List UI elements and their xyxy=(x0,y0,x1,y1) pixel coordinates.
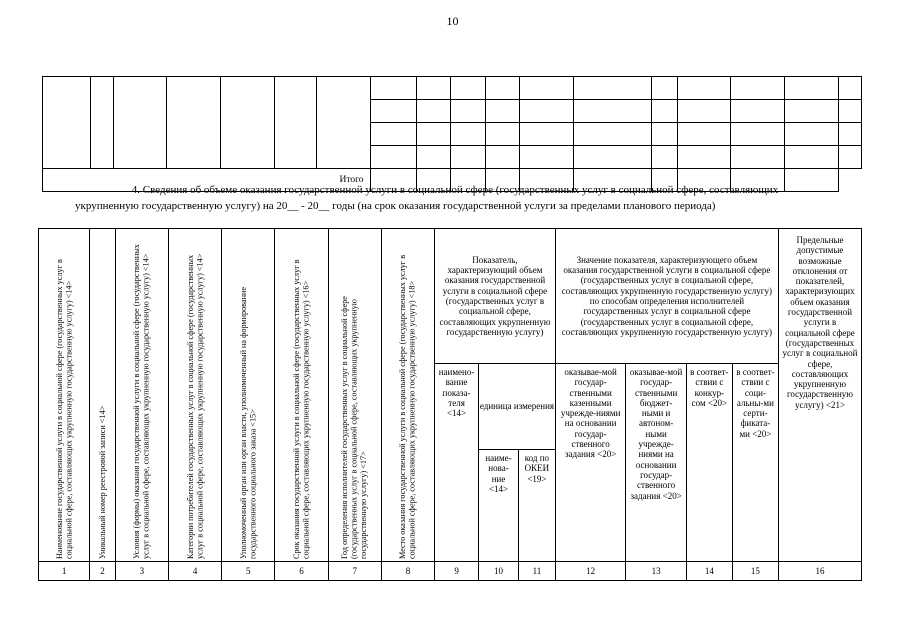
top-cell xyxy=(520,100,574,123)
column-number: 16 xyxy=(778,562,861,581)
col-header-authorized-body: Уполномоченный орган или орган власти, уполномоченный на формирование государственного социального заказа <15> xyxy=(222,229,275,562)
col-header-service-name: Наименование государственной услуги в социальной сфере (государственных услуг в социальной сфере, составляющих укрупненную государственную услугу) <14> xyxy=(39,229,90,562)
top-cell xyxy=(731,146,785,169)
top-cell xyxy=(731,77,785,100)
empty-cell xyxy=(838,169,861,192)
page-number: 10 xyxy=(446,14,459,28)
top-cell xyxy=(785,77,839,100)
col-header-budget-auto-inst: оказывае-мой государ-ственными бюджет-ными и автоном-ными учрежде-ниями на основании государ-ственного задания <20> xyxy=(626,364,686,562)
column-number: 4 xyxy=(168,562,221,581)
column-number: 5 xyxy=(222,562,275,581)
top-cell xyxy=(167,77,221,169)
top-cell xyxy=(838,100,861,123)
top-cell xyxy=(451,123,485,146)
col-header-service-term: Срок оказания государственной услуги в социальной сфере (государственных услуг в социальной сфере, составляющих укрупненную государственную услугу) <16> xyxy=(275,229,328,562)
col-header-state-gov-inst: оказывае-мой государ-ственными казенными учрежде-ниями на основании государ-ственного задания <20> xyxy=(555,364,626,562)
top-cell xyxy=(731,123,785,146)
section-title xyxy=(70,182,840,214)
top-cell xyxy=(785,123,839,146)
column-number: 15 xyxy=(732,562,778,581)
col-header-value-group: Значение показателя, характеризующего объем оказания государственной услуги в социальной сфере (государственных услуг в социальной сфере, составляющих укрупненную государственную услугу) по способам определения исполнителей государственных услуг в социальной сфере (государственных услуг в социальной сфере, составляющих укрупненную государственную услугу) xyxy=(555,229,778,364)
top-cell xyxy=(451,146,485,169)
top-cell xyxy=(485,100,519,123)
top-cell xyxy=(90,77,113,169)
top-cell xyxy=(43,77,91,169)
top-cell xyxy=(485,146,519,169)
top-cell xyxy=(651,146,677,169)
top-cell xyxy=(417,100,451,123)
top-cell xyxy=(451,77,485,100)
top-cell xyxy=(451,100,485,123)
top-cell xyxy=(677,123,731,146)
top-cell xyxy=(520,77,574,100)
col-header-registry-number: Уникальный номер реестровой записи <14> xyxy=(90,229,116,562)
top-cell xyxy=(573,123,651,146)
col-header-consumer-categories: Категории потребителей государственных услуг в социальной сфере (государственных услуг в социальной сфере, составляющих укрупненную государственную услугу) <14> xyxy=(168,229,221,562)
column-number: 3 xyxy=(115,562,168,581)
top-cell xyxy=(370,77,417,100)
column-number: 10 xyxy=(479,562,519,581)
top-cell xyxy=(113,77,167,169)
col-header-indicator-group: Показатель, характеризующий объем оказания государственной услуги в социальной сфере (государственных услуг в социальной сфере, составляющих укрупненную государственную услугу) xyxy=(435,229,556,364)
col-header-unit-name: наиме-нова-ние <14> xyxy=(479,450,519,562)
column-number: 1 xyxy=(39,562,90,581)
col-header-unit-group: единица измерения xyxy=(479,364,556,450)
column-number: 7 xyxy=(328,562,381,581)
top-cell xyxy=(785,146,839,169)
top-cell xyxy=(838,146,861,169)
col-header-okei-code: код по ОКЕИ <19> xyxy=(518,450,555,562)
top-cell xyxy=(417,146,451,169)
top-cell xyxy=(316,77,370,169)
top-cell xyxy=(651,77,677,100)
top-cell xyxy=(573,100,651,123)
top-cell xyxy=(274,77,316,169)
top-cell xyxy=(651,100,677,123)
col-header-deviation: Предельные допустимые возможные отклонения от показателей, характеризующих объем оказания государственной услуги в социальной сфере (государственных услуг в социальной сфере, составляющих укрупненную государственную услугу) <21> xyxy=(778,229,861,562)
top-cell xyxy=(417,77,451,100)
section-title-line1: 4. Сведения об объеме оказания государственной услуги в социальной сфере (государственных услуг в социальной сфере, составляющих xyxy=(131,184,779,196)
column-number: 11 xyxy=(518,562,555,581)
col-header-by-certificates: в соответ-ствии с соци-альны-ми серти-фиката-ми <20> xyxy=(732,364,778,562)
top-cell xyxy=(485,77,519,100)
column-number: 12 xyxy=(555,562,626,581)
top-cell xyxy=(785,100,839,123)
column-number: 2 xyxy=(90,562,116,581)
column-number: 9 xyxy=(435,562,479,581)
col-header-determination-year: Год определения исполнителей государственных услуг в социальной сфере (государственных услуг в социальной сфере, составляющих укрупненную государственную услугу) <17> xyxy=(328,229,381,562)
top-cell xyxy=(417,123,451,146)
top-cell xyxy=(370,123,417,146)
main-table xyxy=(38,228,862,581)
top-cell xyxy=(838,123,861,146)
top-cell xyxy=(573,146,651,169)
section-title-line2: укрупненную государственную услугу) на 20__ - 20__ годы (на срок оказания государственной услуги за пределами планового периода) xyxy=(75,200,716,212)
column-number: 6 xyxy=(275,562,328,581)
col-header-indicator-name: наимено-вание показа-теля <14> xyxy=(435,364,479,562)
top-cell xyxy=(220,77,274,169)
top-cell xyxy=(485,123,519,146)
top-table xyxy=(42,76,862,192)
col-header-service-place: Место оказания государственной услуги в социальной сфере (государственных услуг в социальной сфере, составляющих укрупненную государственную услугу) <18> xyxy=(381,229,434,562)
column-number: 8 xyxy=(381,562,434,581)
top-cell xyxy=(677,100,731,123)
col-header-conditions: Условия (формы) оказания государственной услуги в социальной сфере (государственных услуг в социальной сфере, составляющих укрупненную государственную услугу) <14> xyxy=(115,229,168,562)
top-cell xyxy=(573,77,651,100)
total-label: Итого xyxy=(43,169,371,192)
top-cell xyxy=(520,123,574,146)
top-cell xyxy=(651,123,677,146)
top-cell xyxy=(370,146,417,169)
top-cell xyxy=(677,146,731,169)
top-cell xyxy=(520,146,574,169)
top-cell xyxy=(838,77,861,100)
top-cell xyxy=(370,100,417,123)
column-number: 14 xyxy=(686,562,732,581)
top-cell xyxy=(677,77,731,100)
column-number: 13 xyxy=(626,562,686,581)
col-header-by-competition: в соответ-ствии с конкур-сом <20> xyxy=(686,364,732,562)
top-cell xyxy=(731,100,785,123)
